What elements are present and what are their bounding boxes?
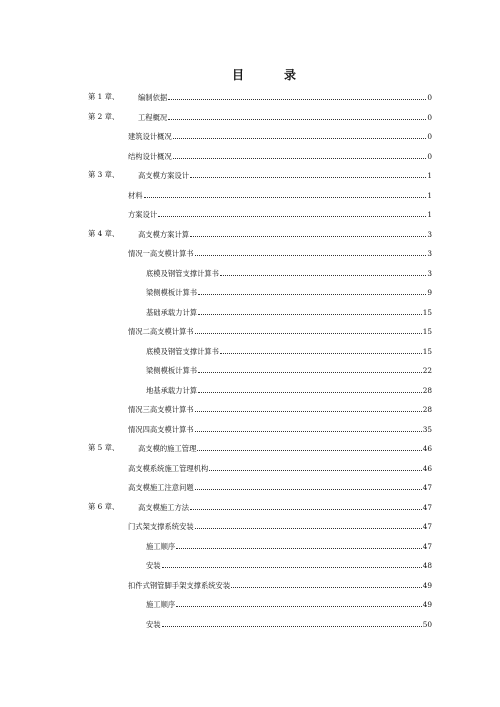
- toc-dot-leader: [195, 402, 422, 412]
- toc-dot-leader: [190, 227, 426, 237]
- toc-dot-leader: [198, 285, 426, 295]
- toc-dot-leader: [195, 480, 422, 490]
- toc-chapter-number: 第 3 章、: [88, 170, 120, 179]
- toc-entry-title: 施工顺序: [146, 541, 176, 551]
- toc-entry-title: 工程概况: [138, 112, 168, 122]
- toc-entry[interactable]: [0, 227, 500, 241]
- toc-entry[interactable]: [0, 129, 500, 143]
- toc-page-number: 49: [422, 580, 432, 590]
- toc-page-number: 47: [422, 502, 432, 512]
- toc-dot-leader: [144, 188, 427, 198]
- toc-entry[interactable]: [0, 597, 500, 611]
- toc-entry[interactable]: [0, 324, 500, 338]
- toc-page-number: 1: [427, 171, 432, 180]
- toc-dot-leader: [195, 422, 422, 432]
- toc-dot-leader: [195, 246, 427, 256]
- toc-dot-leader: [168, 90, 426, 100]
- toc-entry-title: 高支模方案计算: [138, 229, 190, 239]
- toc-entry-title: 材料: [128, 190, 143, 200]
- toc-entry-title: 基础承载力计算: [146, 307, 198, 317]
- toc-chapter-number: 第 2 章、: [88, 111, 120, 121]
- toc-entry-title: 情况一高支模计算书: [128, 249, 194, 258]
- toc-entry[interactable]: [0, 207, 500, 221]
- toc-entry-title: 结构设计概况: [128, 151, 172, 161]
- toc-page-number: 15: [422, 327, 432, 336]
- toc-entry-title: 情况四高支模计算书: [128, 424, 194, 434]
- toc-chapter-number: 第 4 章、: [88, 228, 120, 238]
- toc-page-number: 0: [427, 112, 432, 122]
- toc-chapter-number: 第 1 章、: [88, 92, 120, 101]
- title-part-2: 录: [284, 68, 297, 82]
- toc-entry[interactable]: [0, 617, 500, 631]
- toc-dot-leader: [176, 539, 422, 549]
- toc-entry-title: 编制依据: [138, 93, 168, 102]
- toc-entry[interactable]: [0, 500, 500, 514]
- toc-page-number: 3: [427, 268, 432, 278]
- toc-chapter-number: 第 5 章、: [88, 443, 120, 452]
- toc-entry[interactable]: [0, 539, 500, 553]
- toc-entry[interactable]: [0, 363, 500, 377]
- toc-entry-title: 高支模系统施工管理机构: [128, 463, 209, 473]
- toc-page-number: 47: [422, 483, 432, 492]
- toc-entry[interactable]: [0, 110, 500, 124]
- toc-dot-leader: [173, 129, 427, 139]
- toc-entry-title: 高支模施工注意问题: [128, 483, 194, 492]
- toc-entry[interactable]: [0, 383, 500, 397]
- toc-dot-leader: [158, 207, 426, 217]
- toc-entry[interactable]: [0, 344, 500, 358]
- toc-page-number: 15: [422, 346, 432, 356]
- toc-dot-leader: [195, 324, 422, 334]
- toc-entry[interactable]: [0, 578, 500, 592]
- toc-dot-leader: [190, 500, 422, 510]
- toc-page-number: 49: [422, 600, 432, 609]
- toc-page-number: 28: [422, 405, 432, 414]
- toc-dot-leader: [195, 519, 422, 529]
- toc-entry-title: 高支模方案设计: [138, 171, 190, 180]
- toc-dot-leader: [220, 266, 426, 276]
- toc-page-number: 46: [422, 444, 432, 453]
- toc-entry[interactable]: [0, 90, 500, 104]
- toc-entry-title: 梁侧模板计算书: [146, 366, 198, 375]
- toc-entry-title: 门式架支撑系统安装: [128, 522, 194, 531]
- toc-dot-leader: [198, 363, 422, 373]
- toc-entry-title: 情况二高支模计算书: [128, 327, 194, 336]
- toc-entry-title: 地基承载力计算: [146, 385, 198, 395]
- toc-page-number: 0: [427, 151, 432, 161]
- toc-page-number: 22: [422, 366, 432, 375]
- toc-entry-title: 扣件式钢管脚手架支撑系统安装: [128, 580, 231, 590]
- toc-page-number: 1: [427, 190, 432, 200]
- toc-dot-leader: [198, 305, 422, 315]
- toc-dot-leader: [209, 461, 421, 471]
- toc-entry[interactable]: [0, 461, 500, 475]
- toc-entry[interactable]: [0, 266, 500, 280]
- toc-entry[interactable]: [0, 285, 500, 299]
- toc-page-number: 46: [422, 463, 432, 473]
- toc-page-number: 0: [427, 93, 432, 102]
- toc-page-number: 1: [427, 210, 432, 219]
- toc-dot-leader: [190, 168, 426, 178]
- toc-entry[interactable]: [0, 305, 500, 319]
- toc-dot-leader: [168, 110, 426, 120]
- toc-page-number: 47: [422, 541, 432, 551]
- toc-dot-leader: [176, 597, 422, 607]
- toc-entry-title: 梁侧模板计算书: [146, 288, 198, 297]
- toc-page-number: 35: [422, 424, 432, 434]
- toc-dot-leader: [231, 578, 422, 588]
- toc-entry-title: 底模及钢管支撑计算书: [146, 346, 219, 356]
- toc-chapter-number: 第 6 章、: [88, 501, 120, 511]
- title-part-1: 目: [232, 68, 245, 82]
- toc-page-number: 50: [422, 619, 432, 629]
- toc-entry[interactable]: [0, 480, 500, 494]
- toc-entry[interactable]: [0, 402, 500, 416]
- toc-page-number: 15: [422, 307, 432, 317]
- toc-entry[interactable]: [0, 149, 500, 163]
- toc-dot-leader: [173, 149, 427, 159]
- toc-dot-leader: [162, 617, 422, 627]
- toc-page-number: 48: [422, 561, 432, 570]
- toc-page-number: 28: [422, 385, 432, 395]
- toc-entry[interactable]: [0, 441, 500, 455]
- toc-entry[interactable]: [0, 422, 500, 436]
- toc-entry-title: 安装: [146, 561, 161, 570]
- toc-entry-title: 底模及钢管支撑计算书: [146, 268, 219, 278]
- toc-entry-title: 施工顺序: [146, 600, 176, 609]
- toc-dot-leader: [197, 441, 421, 451]
- toc-entry[interactable]: [0, 188, 500, 202]
- toc-entry[interactable]: [0, 246, 500, 260]
- toc-entry[interactable]: [0, 558, 500, 572]
- toc-entry[interactable]: [0, 168, 500, 182]
- toc-dot-leader: [162, 558, 422, 568]
- toc-dot-leader: [220, 344, 422, 354]
- toc-entry-title: 高支模的施工管理: [138, 444, 197, 453]
- toc-page-number: 3: [427, 249, 432, 258]
- toc-page-number: 47: [422, 522, 432, 531]
- toc-page-number: 9: [427, 288, 432, 297]
- toc-entry[interactable]: [0, 519, 500, 533]
- toc-entry-title: 方案设计: [128, 210, 158, 219]
- toc-page-number: 3: [427, 229, 432, 239]
- toc-entry-title: 情况三高支模计算书: [128, 405, 194, 414]
- toc-dot-leader: [198, 383, 422, 393]
- toc-entry-title: 建筑设计概况: [128, 132, 172, 141]
- toc-entry-title: 安装: [146, 619, 161, 629]
- toc-page-number: 0: [427, 132, 432, 141]
- toc-entry-title: 高支模施工方法: [138, 502, 190, 512]
